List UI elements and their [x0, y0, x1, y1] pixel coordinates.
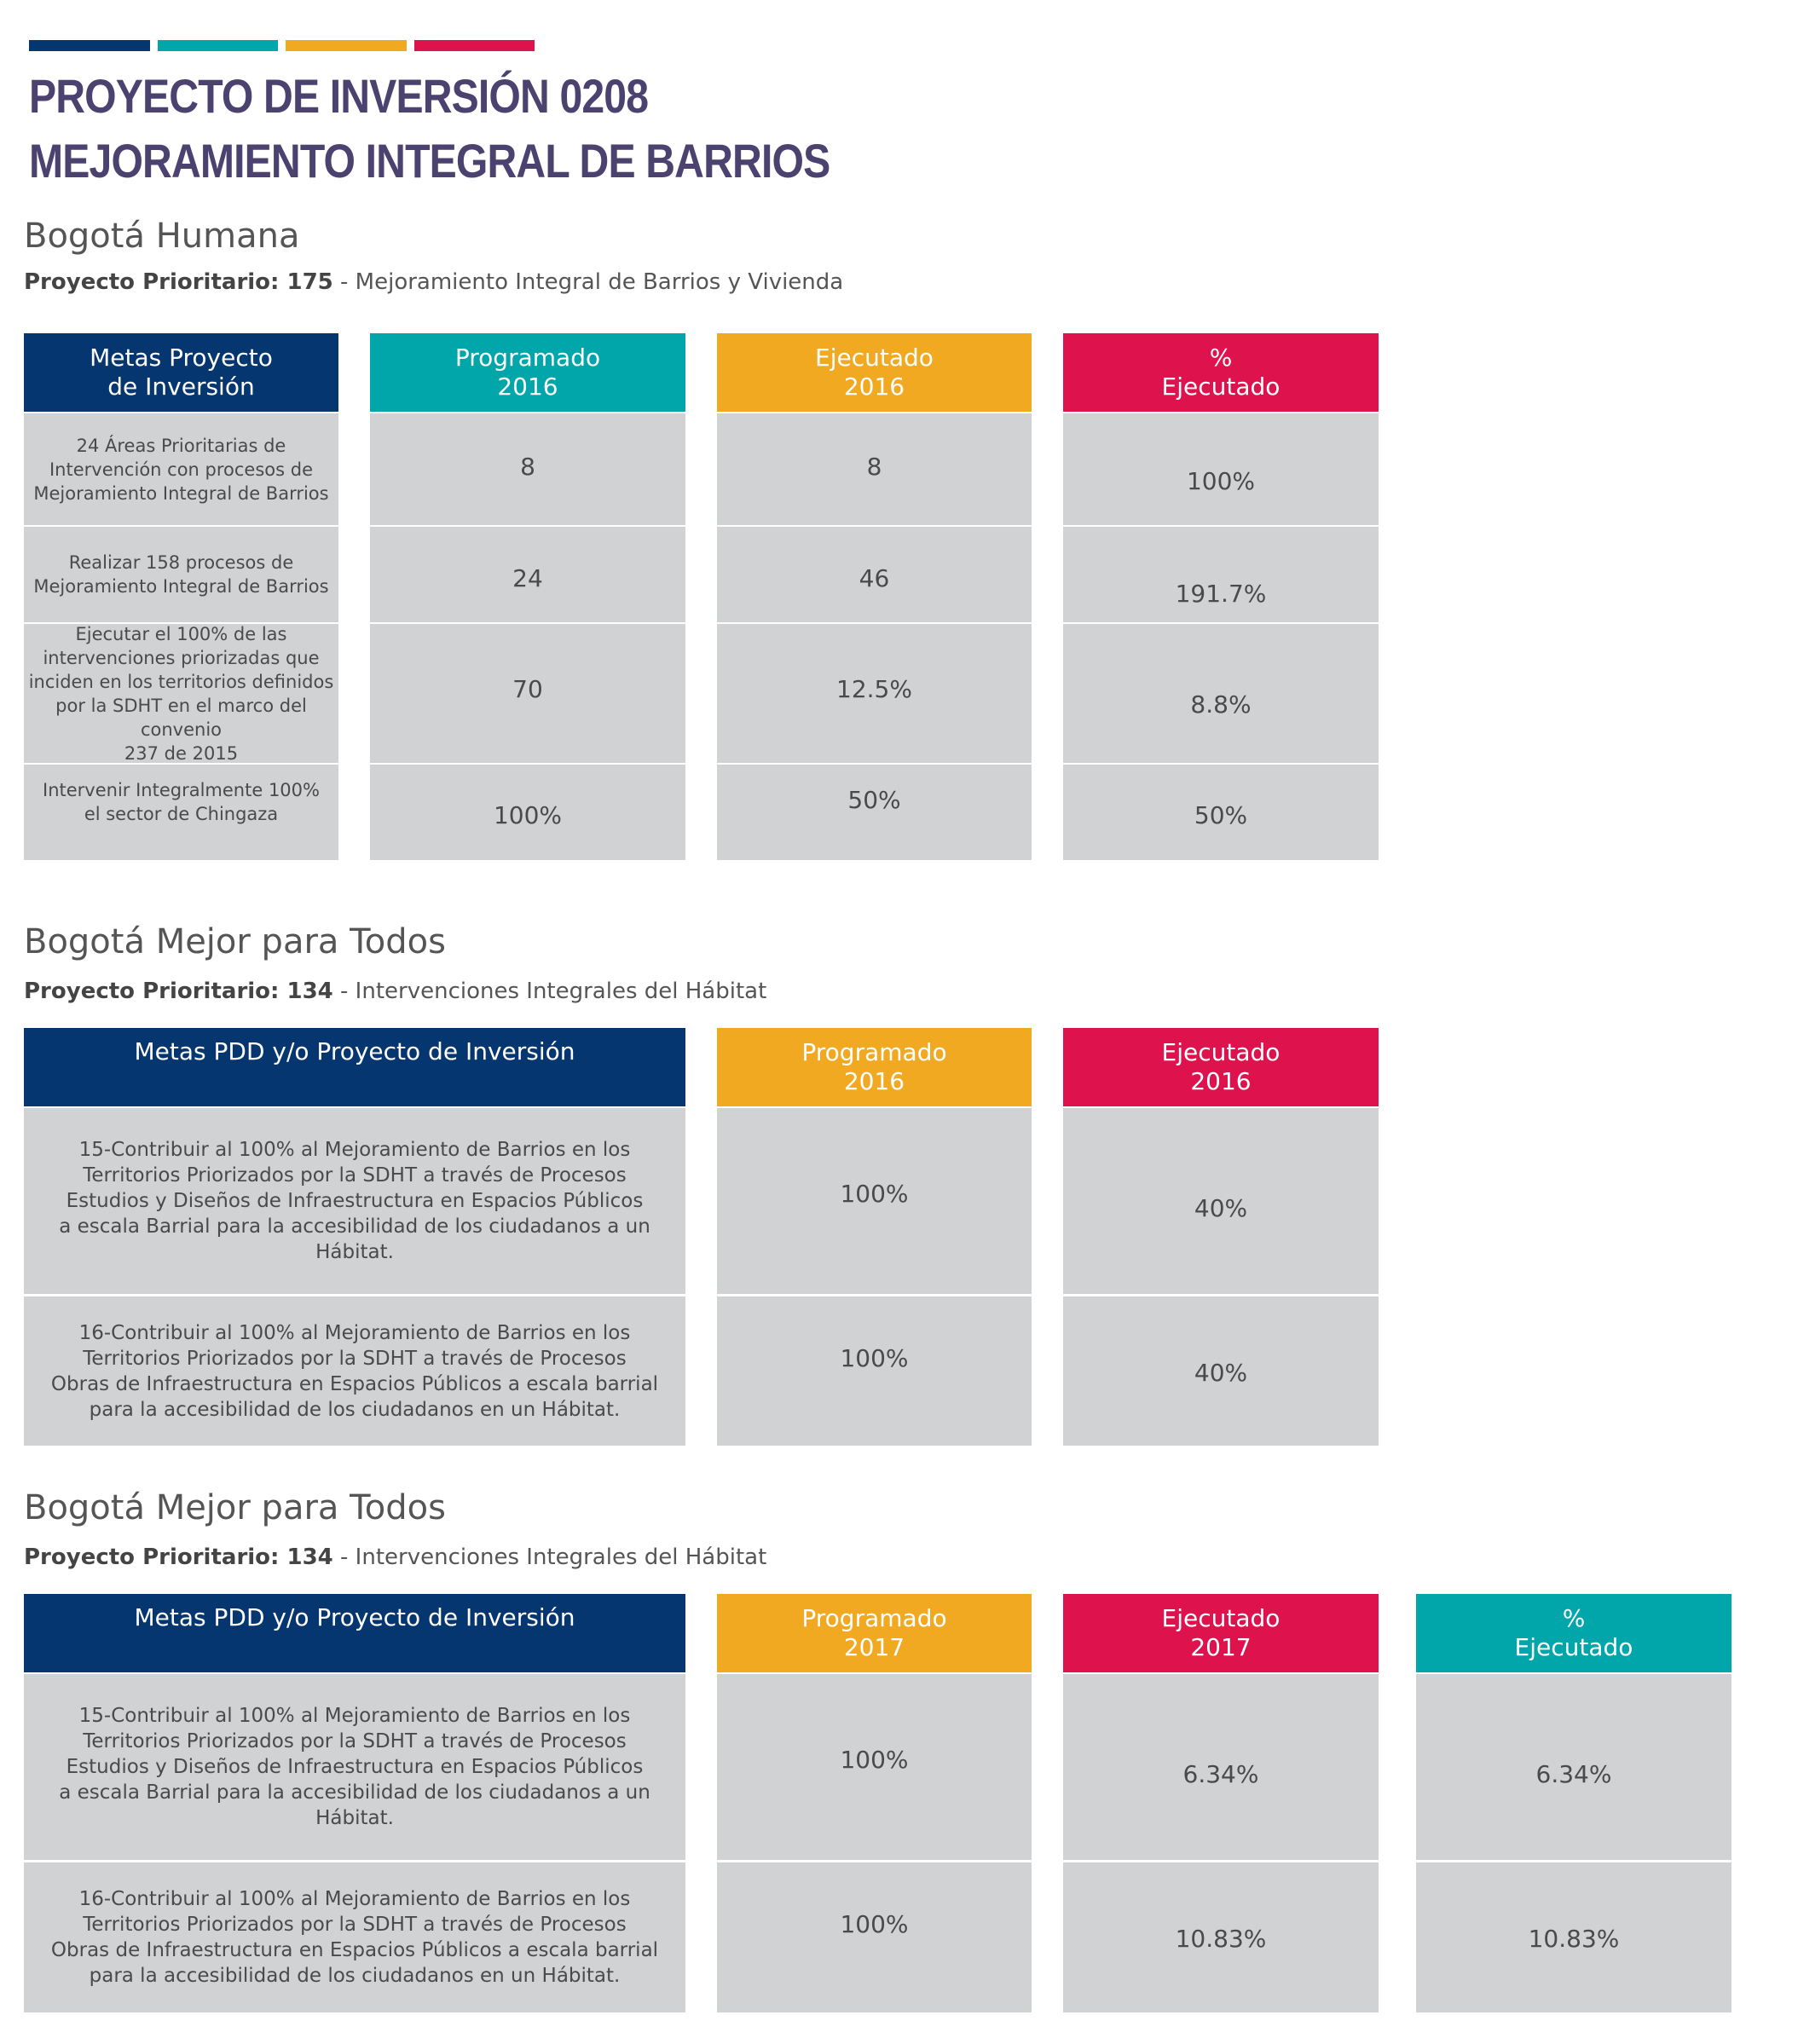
- s3-row1-meta: 15-Contribuir al 100% al Mejoramiento de Barrios en los Territorios Priorizados por la SDHT a través de Procesos Estudios y Diseños de Infraestructura en Espacios Públicos a escala Barrial para la accesibilidad de los ciudadanos a un Hábitat.: [24, 1674, 685, 1860]
- s2-header-ejecutado: Ejecutado 2016: [1063, 1028, 1379, 1106]
- section3-label: Proyecto Prioritario: 134: [24, 1545, 333, 1570]
- s1-row4-programado: 100%: [370, 765, 685, 860]
- s1-row3-ejecutado: 12.5%: [717, 624, 1032, 763]
- s1-header-ejecutado: Ejecutado 2016: [717, 333, 1032, 412]
- s1-header-metas: Metas Proyecto de Inversión: [24, 333, 338, 412]
- section2-title: Bogotá Mejor para Todos: [24, 922, 446, 961]
- s1-row1-programado: 8: [370, 413, 685, 525]
- page-title-line2: MEJORAMIENTO INTEGRAL DE BARRIOS: [29, 134, 830, 188]
- s3-header-ejecutado: Ejecutado 2017: [1063, 1594, 1379, 1672]
- page-title-line1: PROYECTO DE INVERSIÓN 0208: [29, 69, 649, 123]
- section1-desc: - Mejoramiento Integral de Barrios y Vivienda: [332, 269, 844, 295]
- accent-bar-orange: [286, 40, 407, 51]
- s2-row2-ejecutado: 40%: [1063, 1296, 1379, 1446]
- s1-row1-pct: 100%: [1063, 413, 1379, 525]
- section1-subtitle: [24, 269, 843, 295]
- accent-bar-red: [414, 40, 535, 51]
- s3-header-metas: Metas PDD y/o Proyecto de Inversión: [24, 1594, 685, 1672]
- accent-bar-teal: [158, 40, 278, 51]
- s2-row1-programado: 100%: [717, 1108, 1032, 1294]
- s3-row1-pct: 6.34%: [1416, 1674, 1732, 1860]
- s1-row1-meta: 24 Áreas Prioritarias de Intervención con procesos de Mejoramiento Integral de Barrios: [24, 413, 338, 525]
- accent-bar-navy: [29, 40, 150, 51]
- s1-row3-programado: 70: [370, 624, 685, 763]
- s2-row2-meta: 16-Contribuir al 100% al Mejoramiento de Barrios en los Territorios Priorizados por la SDHT a través de Procesos Obras de Infraestructura en Espacios Públicos a escala barrial para la accesibilidad de los ciudadanos en un Hábitat.: [24, 1296, 685, 1446]
- section2-subtitle: [24, 979, 766, 1004]
- s1-row2-programado: 24: [370, 527, 685, 622]
- section2-desc: - Intervenciones Integrales del Hábitat: [332, 979, 767, 1004]
- s1-row4-meta: Intervenir Integralmente 100% el sector de Chingaza: [24, 765, 338, 860]
- s1-row2-ejecutado: 46: [717, 527, 1032, 622]
- s2-header-metas: Metas PDD y/o Proyecto de Inversión: [24, 1028, 685, 1106]
- s1-row2-pct: 191.7%: [1063, 527, 1379, 622]
- s3-row2-ejecutado: 10.83%: [1063, 1862, 1379, 2012]
- s1-header-programado: Programado 2016: [370, 333, 685, 412]
- s1-row3-pct: 8.8%: [1063, 624, 1379, 763]
- section2-label: Proyecto Prioritario: 134: [24, 979, 333, 1004]
- s1-header-pct: % Ejecutado: [1063, 333, 1379, 412]
- s2-row2-programado: 100%: [717, 1296, 1032, 1446]
- section1-label: Proyecto Prioritario: 175: [24, 269, 333, 295]
- s1-row2-meta: Realizar 158 procesos de Mejoramiento Integral de Barrios: [24, 527, 338, 622]
- s3-row1-ejecutado: 6.34%: [1063, 1674, 1379, 1860]
- section1-title: Bogotá Humana: [24, 217, 300, 256]
- s2-row1-ejecutado: 40%: [1063, 1108, 1379, 1294]
- s3-row2-meta: 16-Contribuir al 100% al Mejoramiento de Barrios en los Territorios Priorizados por la SDHT a través de Procesos Obras de Infraestructura en Espacios Públicos a escala barrial para la accesibilidad de los ciudadanos en un Hábitat.: [24, 1862, 685, 2012]
- s2-row1-meta: 15-Contribuir al 100% al Mejoramiento de Barrios en los Territorios Priorizados por la SDHT a través de Procesos Estudios y Diseños de Infraestructura en Espacios Públicos a escala Barrial para la accesibilidad de los ciudadanos a un Hábitat.: [24, 1108, 685, 1294]
- s1-row4-pct: 50%: [1063, 765, 1379, 860]
- s3-header-programado: Programado 2017: [717, 1594, 1032, 1672]
- s3-row2-programado: 100%: [717, 1862, 1032, 2012]
- s1-row3-meta: Ejecutar el 100% de las intervenciones priorizadas que inciden en los territorios definidos por la SDHT en el marco del convenio 237 de 2015: [24, 624, 338, 763]
- s3-row1-programado: 100%: [717, 1674, 1032, 1860]
- section3-desc: - Intervenciones Integrales del Hábitat: [332, 1545, 767, 1570]
- s2-header-programado: Programado 2016: [717, 1028, 1032, 1106]
- section3-subtitle: [24, 1545, 766, 1570]
- s1-row1-ejecutado: 8: [717, 413, 1032, 525]
- s3-header-pct: % Ejecutado: [1416, 1594, 1732, 1672]
- s1-row4-ejecutado: 50%: [717, 765, 1032, 860]
- s3-row2-pct: 10.83%: [1416, 1862, 1732, 2012]
- section3-title: Bogotá Mejor para Todos: [24, 1488, 446, 1527]
